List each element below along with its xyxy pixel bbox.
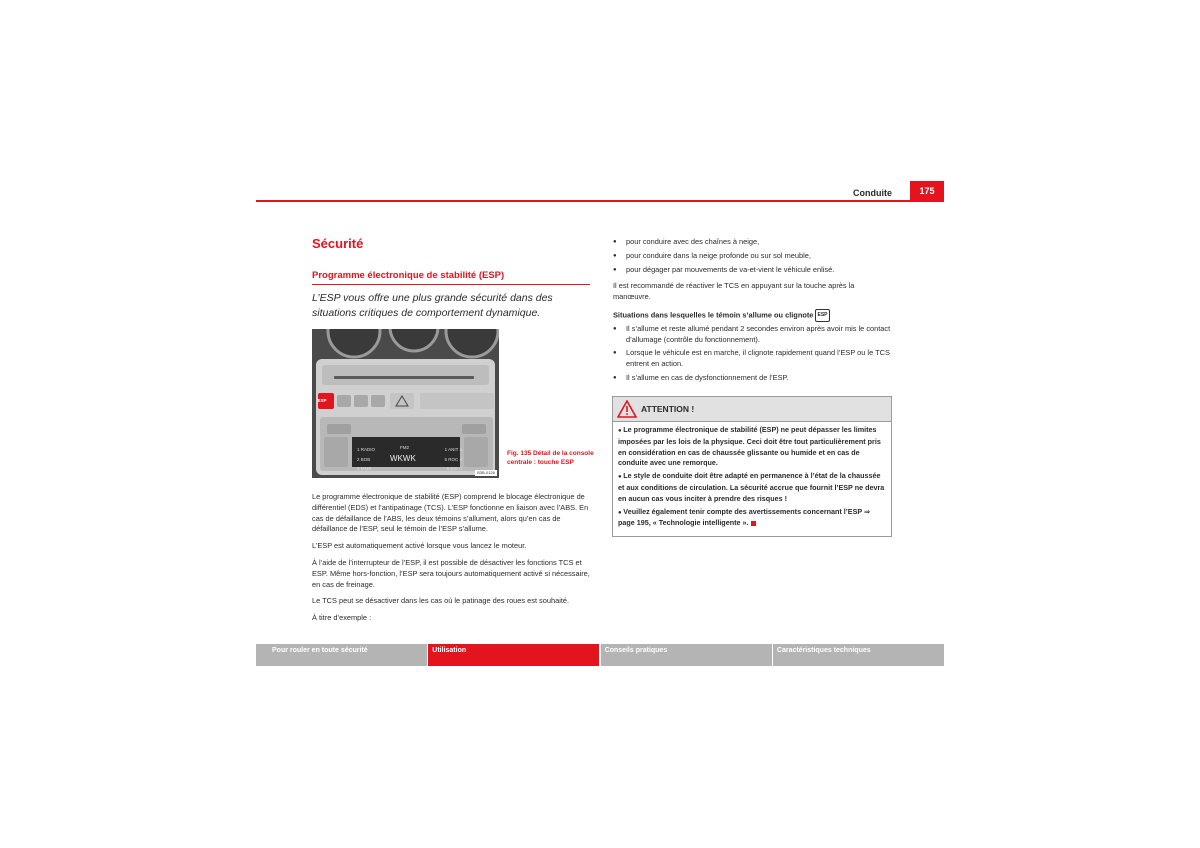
lamp-heading-text: Situations dans lesquelles le témoin s’allume ou clignote xyxy=(613,310,814,320)
esp-warning-lamp-icon: ESP xyxy=(815,309,829,322)
radio-display-line: 3 MMB xyxy=(357,466,372,471)
radio-display-line: 2 BOB xyxy=(357,456,371,462)
esp-button-label: ESP xyxy=(317,398,327,403)
radio-station: WKWK xyxy=(390,454,416,463)
right-column-text xyxy=(613,237,893,387)
list-item: ● Lorsque le véhicule est en marche, il clignote rapidement quand l’ESP ou le TCS entrent en action. xyxy=(613,348,893,370)
page-number: 175 xyxy=(910,181,944,201)
section-end-marker xyxy=(751,521,756,526)
warning-item-text: Le style de conduite doit être adapté en permanence à l’état de la chaussée et aux conditions de circulation. La sécurité accrue que fournit l’ESP ne devra en aucun cas vous inciter à prendre des risques ! xyxy=(618,471,885,503)
tab-caracteristiques-techniques[interactable]: Caractéristiques techniques xyxy=(773,644,944,666)
radio-band: FM2 xyxy=(400,445,409,450)
list-item: ● pour conduire dans la neige profonde ou sur sol meuble, xyxy=(613,251,893,262)
list-item: ● Il s’allume en cas de dysfonctionnement de l’ESP. xyxy=(613,373,893,384)
warning-item xyxy=(618,507,886,530)
paragraph: Il est recommandé de réactiver le TCS en appuyant sur la touche après la manœuvre. xyxy=(613,281,855,302)
warning-item-text: Le programme électronique de stabilité (ESP) ne peut dépasser les limites imposées par les lois de la physique. Ceci doit être tout particulièrement pris en considération en cas de chaussée glissante ou humide et en cas de conduite avec une remorque. xyxy=(618,425,881,468)
list-item: ● pour conduire avec des chaînes à neige, xyxy=(613,237,893,248)
tab-securite[interactable]: Pour rouler en toute sécurité xyxy=(256,644,427,666)
radio-display-line: 1 ANIT 4 xyxy=(444,447,462,452)
paragraph: À l’aide de l’interrupteur de l’ESP, il est possible de désactiver les fonctions TCS et ESP. Même hors-fonction, l’ESP sera toujours automatiquement activé si nécessaire, en cas de freinage. xyxy=(312,557,590,589)
paragraph: Le TCS peut se désactiver dans les cas où le patinage des roues est souhaité. xyxy=(312,596,570,606)
tab-utilisation[interactable]: Utilisation xyxy=(428,644,599,666)
radio-display-right xyxy=(438,445,462,474)
radio-display-left xyxy=(357,445,387,474)
footer-navigation xyxy=(256,644,944,666)
paragraph: Le programme électronique de stabilité (ESP) comprend le blocage électronique de différentiel (EDS) et l’antipatinage (TCS). L’ESP fonctionne en liaison avec l’ABS. En cas de défaillance de l’ABS, les deux témoins s’allument, alors qu’en cas de défaillance de l’ESP, seul le témoin de l’ESP s’allume. xyxy=(312,492,589,534)
left-column-text xyxy=(312,492,592,630)
figure-code: B3B-0126 xyxy=(475,470,497,476)
section-subtitle: Programme électronique de stabilité (ESP) xyxy=(312,270,505,281)
figure-caption: Fig. 135 Détail de la console centrale : touche ESP xyxy=(507,450,594,466)
header-rule xyxy=(256,200,944,202)
intro-text: L’ESP vous offre une plus grande sécurité dans des situations critiques de comportement dynamique. xyxy=(312,292,553,319)
warning-item xyxy=(618,471,886,504)
list-item: ● Il s’allume et reste allumé pendant 2 secondes environ après avoir mis le contact d’allumage (contrôle du fonctionnement). xyxy=(613,324,893,346)
radio-display-line: 6 BIG 4 xyxy=(446,466,462,471)
warning-body xyxy=(613,422,891,536)
warning-title: ATTENTION ! xyxy=(641,404,695,414)
lamp-heading xyxy=(613,309,893,322)
subtitle-rule xyxy=(312,284,590,285)
warning-header xyxy=(613,397,891,422)
section-title: Conduite xyxy=(853,188,892,198)
paragraph: À titre d’exemple : xyxy=(312,613,372,623)
radio-display-line: 1 RADIO xyxy=(357,447,376,452)
warning-item xyxy=(618,425,886,469)
warning-box xyxy=(612,396,892,537)
warning-triangle-icon xyxy=(617,400,637,418)
page-title: Sécurité xyxy=(312,236,364,251)
radio-display-line: 5 ROC 4 xyxy=(444,456,462,462)
paragraph: L’ESP est automatiquement activé lorsque vous lancez le moteur. xyxy=(312,541,527,551)
list-item: ● pour dégager par mouvements de va-et-vient le véhicule enlisé. xyxy=(613,265,893,276)
warning-item-text: Veuillez également tenir compte des avertissements concernant l’ESP ⇒ page 195, « Technologie intelligente ». xyxy=(618,506,871,528)
tab-conseils-pratiques[interactable]: Conseils pratiques xyxy=(601,644,772,666)
